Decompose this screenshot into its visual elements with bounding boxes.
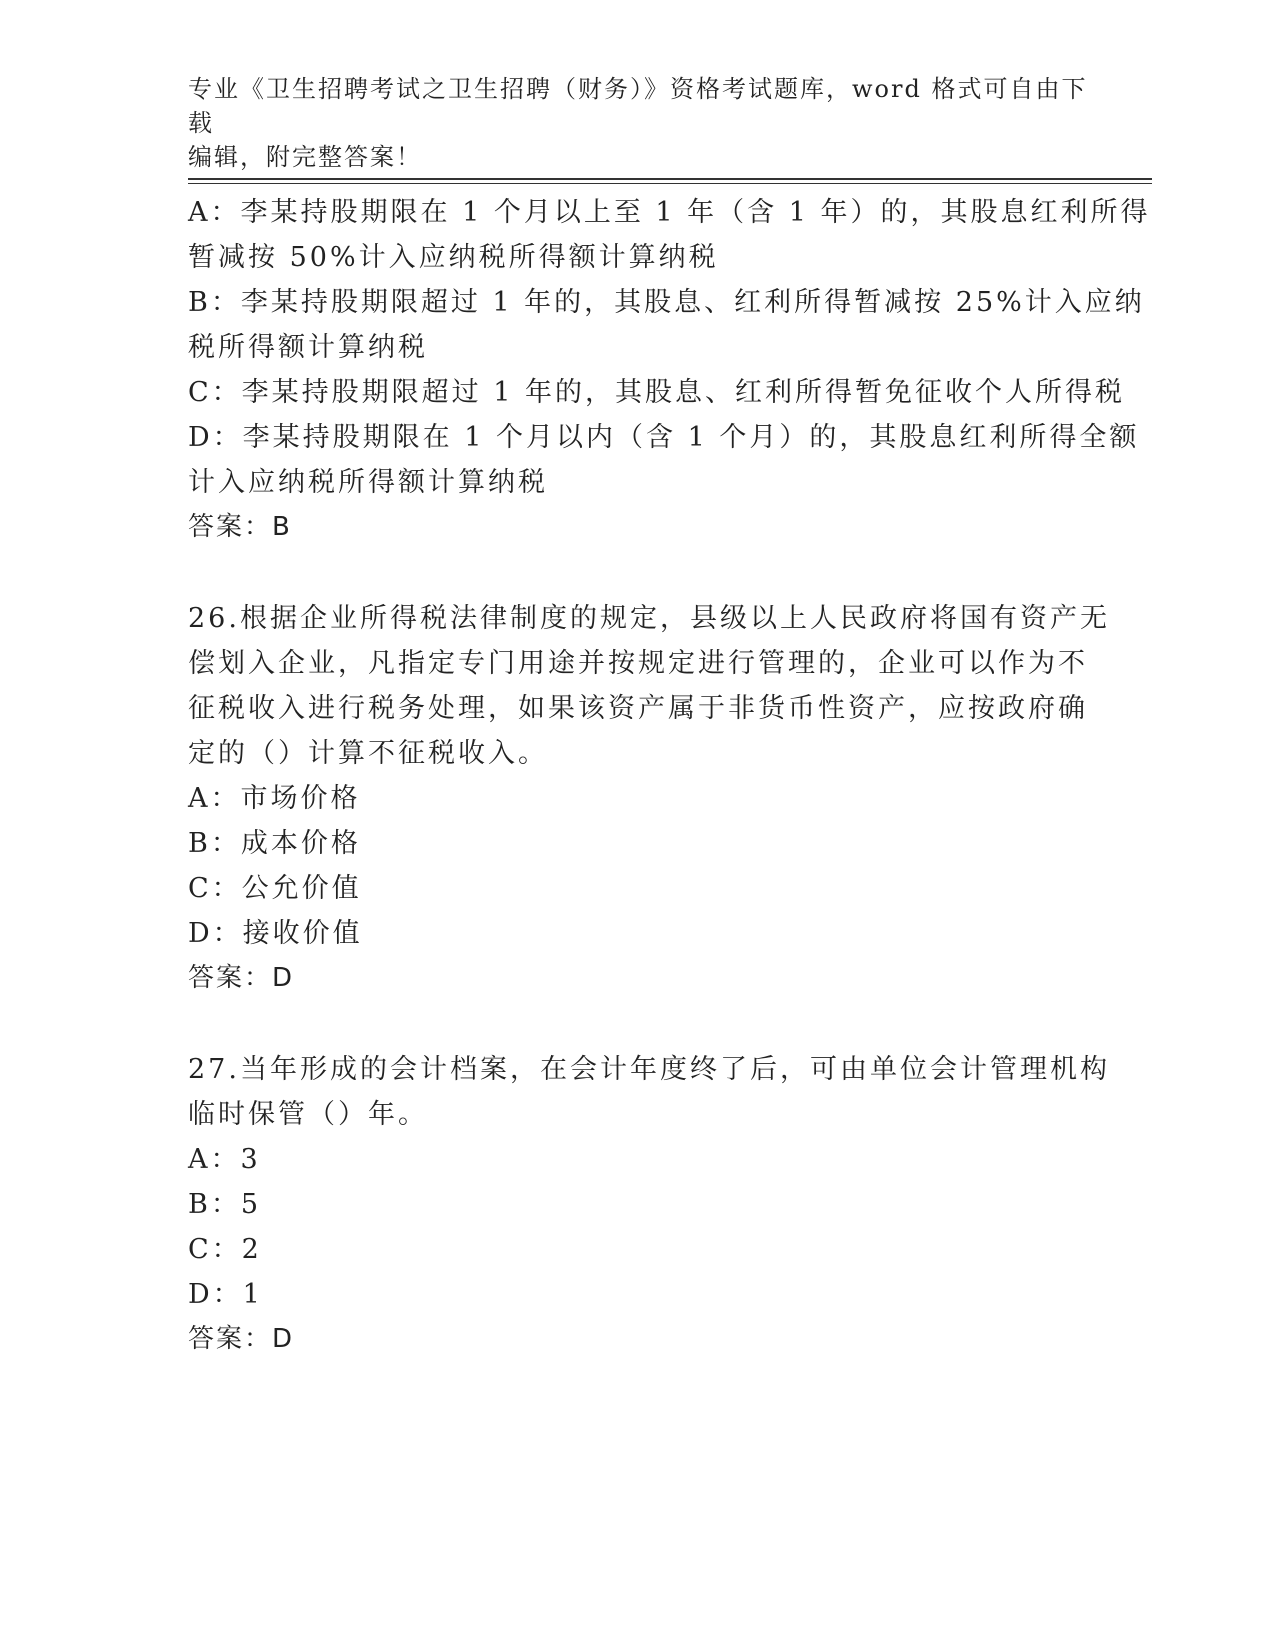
q26-stem-line-1: 26.根据企业所得税法律制度的规定，县级以上人民政府将国有资产无 (188, 603, 1110, 634)
header-line-2: 编辑，附完整答案！ (188, 143, 422, 171)
header-line-1: 专业《卫生招聘考试之卫生招聘（财务）》资格考试题库，word 格式可自由下载 (188, 75, 1088, 137)
q27-option-b: B：5 (188, 1189, 262, 1220)
q25-option-b-line-1: B：李某持股期限超过 1 年的，其股息、红利所得暂减按 25%计入应纳 (188, 287, 1145, 318)
q26-stem-line-2: 偿划入企业，凡指定专门用途并按规定进行管理的，企业可以作为不 (188, 648, 1088, 679)
question-content (188, 190, 1151, 1362)
question-26 (188, 596, 1110, 1001)
q26-option-c: C：公允价值 (188, 873, 362, 904)
spacer (188, 550, 1088, 596)
q25-option-a-line-1: A：李某持股期限在 1 个月以上至 1 年（含 1 年）的，其股息红利所得 (188, 197, 1151, 228)
document-header (188, 72, 1088, 174)
spacer (188, 1001, 1088, 1047)
q26-option-b: B：成本价格 (188, 828, 361, 859)
q26-stem-line-3: 征税收入进行税务处理，如果该资产属于非货币性资产，应按政府确 (188, 693, 1088, 724)
q26-stem-line-4: 定的（）计算不征税收入。 (188, 738, 548, 769)
q27-stem-line-1: 27.当年形成的会计档案，在会计年度终了后，可由单位会计管理机构 (188, 1054, 1110, 1085)
q26-option-d: D：接收价值 (188, 918, 363, 949)
q25-option-d-line-2: 计入应纳税所得额计算纳税 (188, 467, 548, 498)
q25-option-a-line-2: 暂减按 50%计入应纳税所得额计算纳税 (188, 242, 719, 273)
q27-answer: 答案：D (188, 1324, 295, 1354)
question-27 (188, 1047, 1110, 1362)
q25-option-b-line-2: 税所得额计算纳税 (188, 332, 428, 363)
header-rule-thin (188, 183, 1152, 184)
q27-option-a: A：3 (188, 1144, 261, 1175)
q27-option-d: D：1 (188, 1279, 263, 1310)
q25-option-d-line-1: D：李某持股期限在 1 个月以内（含 1 个月）的，其股息红利所得全额 (188, 422, 1140, 453)
q25-answer: 答案：B (188, 512, 292, 542)
q25-option-c: C：李某持股期限超过 1 年的，其股息、红利所得暂免征收个人所得税 (188, 377, 1126, 408)
q27-option-c: C：2 (188, 1234, 262, 1265)
q26-answer: 答案：D (188, 963, 295, 993)
question-25 (188, 190, 1151, 550)
q26-option-a: A：市场价格 (188, 783, 361, 814)
header-rule-thick (188, 178, 1152, 180)
q27-stem-line-2: 临时保管（）年。 (188, 1099, 428, 1130)
